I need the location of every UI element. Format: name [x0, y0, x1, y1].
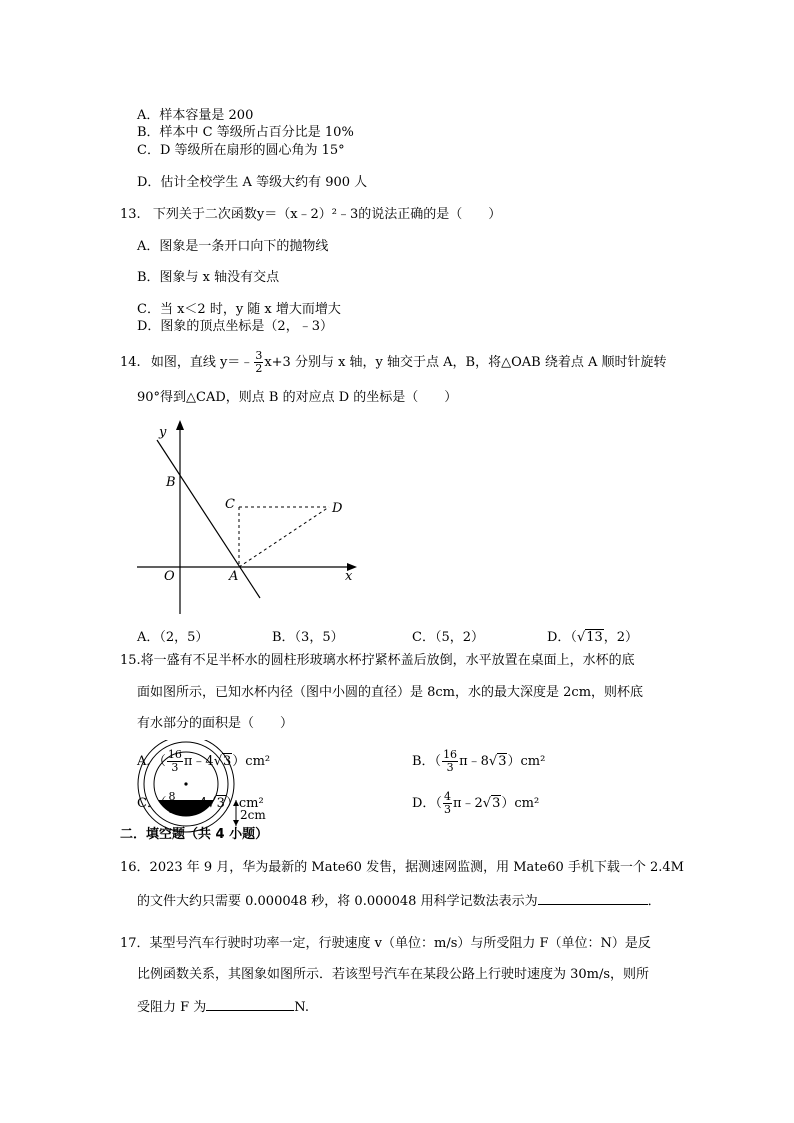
q15-b-root: 3: [498, 754, 507, 769]
q13-stem-pre: 下列关于二次函数: [152, 207, 257, 222]
q12-option-c: C．D 等级所在扇形的圆心角为 15°: [137, 143, 345, 158]
q17-line3-post: N.: [294, 1000, 309, 1015]
q15-b-mid: π﹣8: [459, 754, 489, 769]
label-d: D: [332, 501, 343, 516]
label-a: A: [229, 569, 239, 584]
q15-line3: 有水部分的面积是（ ）: [137, 716, 294, 731]
label-b: B: [166, 475, 176, 490]
q15-c-mid: π﹣4: [177, 796, 208, 811]
q14-d-pre: D．（: [547, 630, 577, 645]
depth-label: 2cm: [240, 808, 266, 822]
q13-formula: y＝（x﹣2）²﹣3: [256, 207, 359, 222]
label-o: O: [164, 569, 175, 584]
q14-figure: [135, 418, 365, 618]
section-heading: 二．填空题（共 4 小题）: [120, 827, 269, 842]
sqrt-symbol: √: [576, 630, 586, 645]
q15-a-post: ）cm²: [232, 754, 271, 769]
q17-line2: 比例函数关系，其图象如图所示．若该型号汽车在某段公路上行驶时速度为 30m/s，则所: [137, 967, 650, 982]
q14-number: 14.: [120, 355, 141, 370]
sqrt-symbol: √: [488, 754, 498, 769]
q15-c-pre: C．（: [137, 796, 167, 811]
q15-d-frac: [443, 791, 452, 816]
q15-d-pre: D．（: [412, 796, 442, 811]
depth-arrow-bottom: [233, 820, 239, 826]
label-c: C: [225, 497, 235, 512]
q15-line1: 15.将一盛有不足半杯水的圆柱形玻璃水杯拧紧杯盖后放倒，水平放置在桌面上，水杯的底: [120, 653, 635, 668]
q16-line1: 16．2023 年 9 月，华为最新的 Mate60 发售，据测速网监测，用 Mate60 手机下载一个 2.4M: [120, 860, 684, 875]
q13-option-b: B．图象与 x 轴没有交点: [137, 270, 280, 285]
q15-d-mid: π﹣2: [452, 796, 483, 811]
center-point: [184, 782, 187, 785]
q14-option-a: A．（2，5）: [137, 630, 209, 645]
q12-option-b: B．样本中 C 等级所占百分比是 10%: [137, 125, 354, 140]
q15-option-c: [137, 790, 264, 818]
q15-c-post: ）cm²: [225, 796, 264, 811]
q17-line3-pre: 受阻力 F 为: [137, 1000, 207, 1015]
q13-option-d: D．图象的顶点坐标是（2，﹣3）: [137, 319, 333, 334]
q14-stem-line1: [120, 350, 666, 374]
q15-a-num: 16: [167, 748, 182, 761]
q14-d-post: ，2）: [603, 630, 639, 645]
q14-option-d: [547, 630, 638, 646]
q14-frac-den: 2: [255, 362, 263, 375]
q14-stem-pre: 如图，直线 y＝﹣: [150, 355, 254, 370]
q16-line2: [137, 892, 661, 910]
q12-option-d: D．估计全校学生 A 等级大约有 900 人: [137, 175, 368, 190]
sqrt-symbol: √: [213, 754, 223, 769]
q16-line2-text: 的文件大约只需要 0.000048 秒，将 0.000048 用科学记数法表示为: [137, 894, 538, 909]
q13-option-c: C．当 x＜2 时，y 随 x 增大而增大: [137, 302, 341, 317]
q13-option-a: A．图象是一条开口向下的抛物线: [137, 239, 329, 254]
q17-line1: 17．某型号汽车行驶时功率一定，行驶速度 v（单位：m/s）与所受阻力 F（单位：N）是反: [120, 936, 651, 951]
q14-fraction: [254, 350, 263, 375]
q15-c-den: 3: [168, 803, 176, 816]
q15-b-frac: [442, 749, 458, 774]
label-y: y: [159, 425, 167, 440]
q17-line3: [137, 998, 309, 1016]
q15-option-b: [412, 748, 545, 776]
q15-d-post: ）cm²: [501, 796, 540, 811]
q12-option-a: A．样本容量是 200: [137, 108, 254, 123]
q14-stem-line2: 90°得到△CAD，则点 B 的对应点 D 的坐标是（ ）: [137, 390, 458, 405]
q14-stem-mid: x+3 分别与 x 轴，y 轴交于点 A，B，将△OAB 绕着点 A 顺时针旋转: [264, 355, 667, 370]
q15-a-mid: π﹣4: [183, 754, 214, 769]
q15-d-den: 3: [443, 803, 451, 816]
q15-b-num: 16: [443, 748, 458, 761]
q15-c-frac: [167, 791, 176, 816]
q15-c-num: 8: [168, 790, 176, 803]
y-axis-arrow: [176, 420, 184, 430]
q13-stem-post: 的说法正确的是（ ）: [358, 207, 502, 222]
q15-b-pre: B．（: [412, 754, 442, 769]
label-x: x: [345, 569, 353, 584]
q14-d-root: 13: [586, 630, 603, 645]
q13-number: 13.: [120, 207, 141, 222]
q13-stem: [120, 207, 501, 223]
segment-ad: [239, 507, 329, 567]
q15-b-den: 3: [446, 761, 454, 774]
q14-frac-num: 3: [255, 349, 263, 362]
q15-b-post: ）cm²: [507, 754, 546, 769]
q15-option-a: [137, 748, 270, 776]
q15-a-frac: [167, 749, 183, 774]
q14-option-b: B．（3，5）: [272, 630, 344, 645]
q15-option-d: [412, 790, 539, 818]
q15-a-den: 3: [171, 761, 179, 774]
q15-c-root: 3: [216, 796, 225, 811]
q16-line2-end: ．: [647, 894, 661, 909]
q15-a-pre: A．（: [137, 754, 166, 769]
sqrt-symbol: √: [207, 796, 216, 811]
q14-option-c: C．（5，2）: [412, 630, 484, 645]
q15-d-root: 3: [492, 796, 501, 811]
q15-line2: 面如图所示，已知水杯内径（图中小圆的直径）是 8cm，水的最大深度是 2cm，则杯底: [137, 685, 644, 700]
q17-answer-blank[interactable]: [206, 998, 294, 1011]
q16-answer-blank[interactable]: [538, 892, 648, 905]
q15-a-root: 3: [223, 754, 232, 769]
sqrt-symbol: √: [482, 796, 492, 811]
q15-d-num: 4: [443, 790, 451, 803]
